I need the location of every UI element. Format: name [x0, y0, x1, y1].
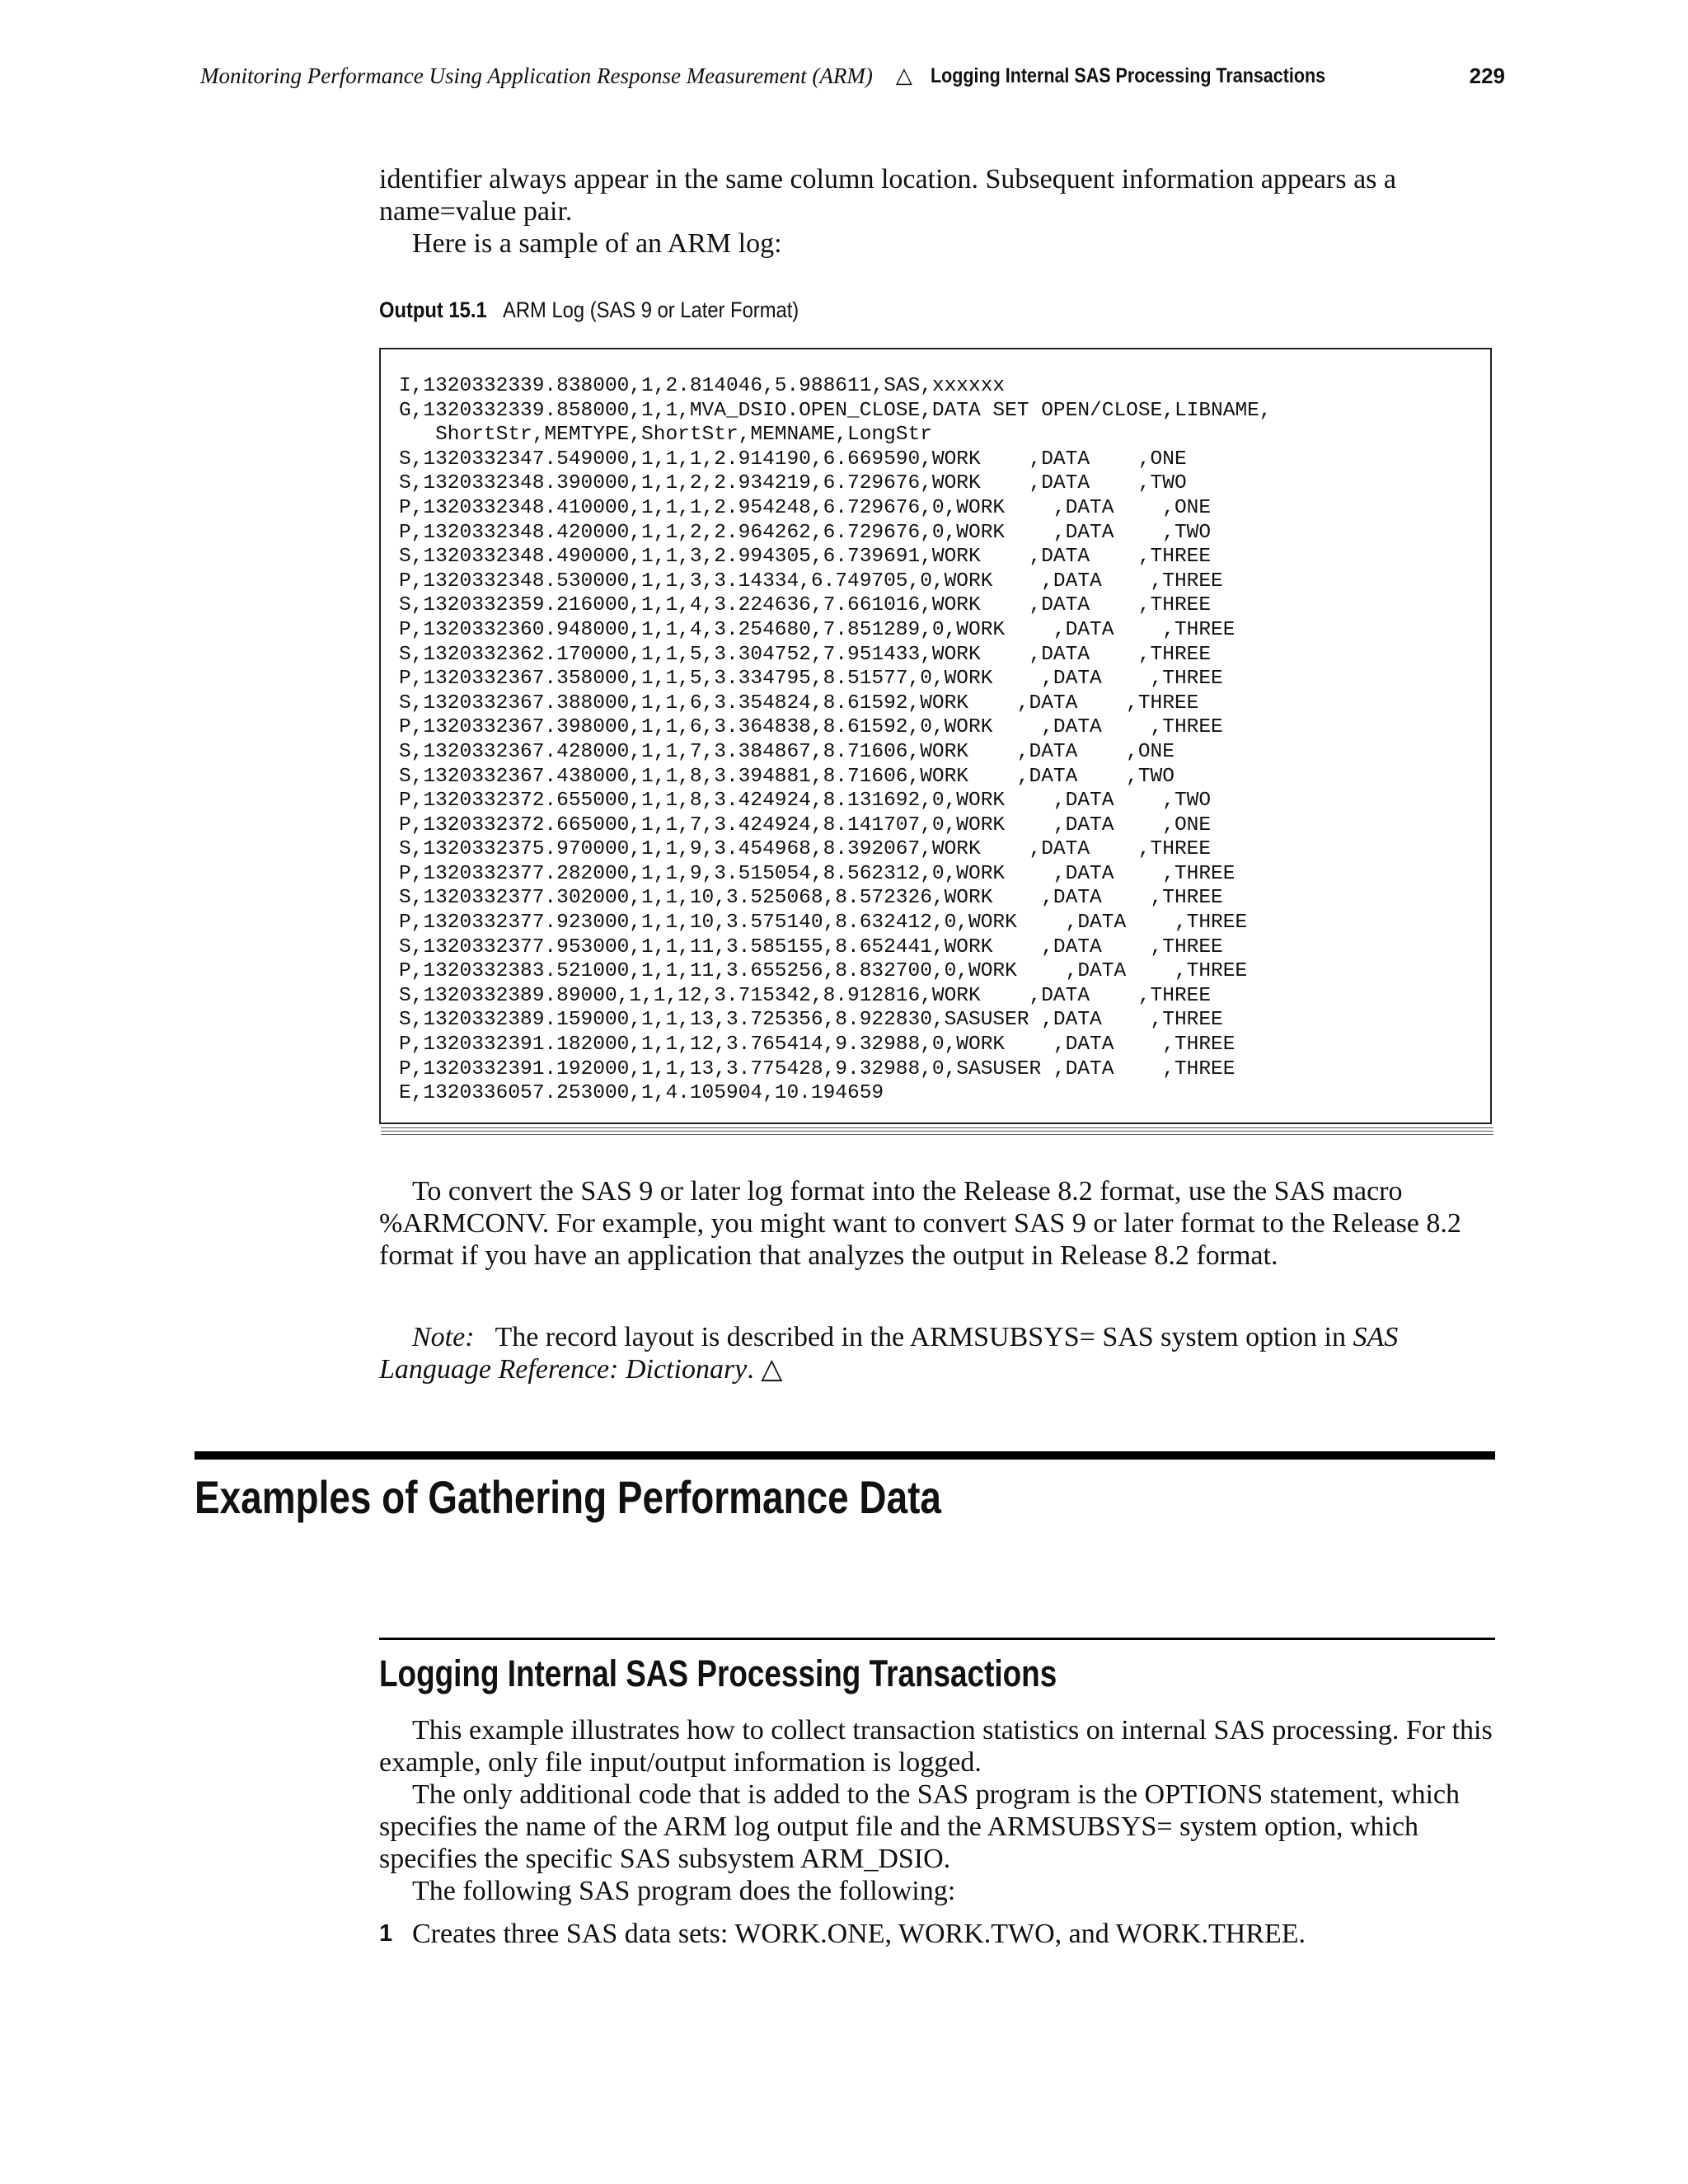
example-list — [379, 1918, 1500, 1950]
arm-log-listing: I,1320332339.838000,1,2.814046,5.988611,SAS,xxxxxx G,1320332339.858000,1,1,MVA_DSIO.OPEN_CLOSE,DATA SET OPEN/CLOSE,LIBNAME, ShortStr,MEMTYPE,ShortStr,MEMNAME,LongStr S,1320332347.549000,1,1,1,2.914190,6.669590,WORK ,DATA ,ONE S,1320332348.390000,1,1,2,2.934219,6.729676,WORK ,DATA ,TWO P,1320332348.410000,1,1,1,2.954248,6.729676,0,WORK ,DATA ,ONE P,1320332348.420000,1,1,2,2.964262,6.729676,0,WORK ,DATA ,TWO S,1320332348.490000,1,1,3,2.994305,6.739691,WORK ,DATA ,THREE P,1320332348.530000,1,1,3,3.14334,6.749705,0,WORK ,DATA ,THREE S,1320332359.216000,1,1,4,3.224636,7.661016,WORK ,DATA ,THREE P,1320332360.948000,1,1,4,3.254680,7.851289,0,WORK ,DATA ,THREE S,1320332362.170000,1,1,5,3.304752,7.951433,WORK ,DATA ,THREE P,1320332367.358000,1,1,5,3.334795,8.51577,0,WORK ,DATA ,THREE S,1320332367.388000,1,1,6,3.354824,8.61592,WORK ,DATA ,THREE P,1320332367.398000,1,1,6,3.364838,8.61592,0,WORK ,DATA ,THREE S,1320332367.428000,1,1,7,3.384867,8.71606,WORK ,DATA ,ONE S,1320332367.438000,1,1,8,3.394881,8.71606,WORK ,DATA ,TWO P,1320332372.655000,1,1,8,3.424924,8.131692,0,WORK ,DATA ,TWO P,1320332372.665000,1,1,7,3.424924,8.141707,0,WORK ,DATA ,ONE S,1320332375.970000,1,1,9,3.454968,8.392067,WORK ,DATA ,THREE P,1320332377.282000,1,1,9,3.515054,8.562312,0,WORK ,DATA ,THREE S,1320332377.302000,1,1,10,3.525068,8.572326,WORK ,DATA ,THREE P,1320332377.923000,1,1,10,3.575140,8.632412,0,WORK ,DATA ,THREE S,1320332377.953000,1,1,11,3.585155,8.652441,WORK ,DATA ,THREE P,1320332383.521000,1,1,11,3.655256,8.832700,0,WORK ,DATA ,THREE S,1320332389.89000,1,1,12,3.715342,8.912816,WORK ,DATA ,THREE S,1320332389.159000,1,1,13,3.725356,8.922830,SASUSER ,DATA ,THREE P,1320332391.182000,1,1,12,3.765414,9.32988,0,WORK ,DATA ,THREE P,1320332391.192000,1,1,13,3.775428,9.32988,0,SASUSER ,DATA ,THREE E,1320336057.253000,1,4.105904,10.194659 — [399, 375, 1272, 1105]
box-shadow-line — [381, 1131, 1493, 1132]
section-rule — [195, 1451, 1495, 1460]
example-text — [379, 1714, 1500, 1907]
intro-text — [379, 163, 1500, 260]
section-heading: Examples of Gathering Performance Data — [195, 1471, 941, 1523]
note-block — [379, 1321, 1500, 1385]
box-shadow-line — [381, 1134, 1493, 1135]
note-reference: SAS Language Reference: Dictionary — [379, 1322, 1399, 1385]
arm-log-output-box — [379, 348, 1492, 1124]
list-item-number: 1 — [379, 1920, 393, 1947]
intro-paragraph: identifier always appear in the same column location. Subsequent information appears as a name=value pair. — [379, 164, 1396, 227]
box-shadow-line — [381, 1127, 1493, 1128]
list-item-text: Creates three SAS data sets: WORK.ONE, WORK.TWO, and WORK.THREE. — [412, 1919, 1306, 1949]
running-head — [200, 59, 1505, 92]
note-text: The record layout is described in the ARMSUBSYS= SAS system option in — [495, 1322, 1346, 1352]
subsection-rule — [379, 1638, 1495, 1640]
running-head-title: Monitoring Performance Using Application Response Measurement (ARM) — [200, 63, 873, 88]
convert-text — [379, 1175, 1500, 1272]
output-caption-text: ARM Log (SAS 9 or Later Format) — [503, 297, 799, 322]
subsection-heading: Logging Internal SAS Processing Transactions — [379, 1652, 1057, 1694]
running-head-section: Logging Internal SAS Processing Transactions — [930, 63, 1325, 87]
sample-intro-paragraph: Here is a sample of an ARM log: — [412, 228, 782, 259]
output-label: Output 15.1 — [379, 297, 487, 322]
note-label: Note: — [412, 1322, 475, 1352]
output-caption — [379, 293, 799, 326]
convert-paragraph: To convert the SAS 9 or later log format into the Release 8.2 format, use the SAS macro %ARMCONV. For example, you might want to convert SAS 9 or later format to the Release 8.2 format if you have an application that analyzes the output in Release 8.2 format. — [379, 1176, 1461, 1271]
example-paragraph-1: This example illustrates how to collect transaction statistics on internal SAS processing. For this example, only file input/output information is logged. — [379, 1715, 1493, 1778]
page-number: 229 — [1469, 63, 1505, 88]
note-end: . △ — [747, 1354, 783, 1385]
list-item — [379, 1918, 1500, 1950]
example-paragraph-2: The only additional code that is added to the SAS program is the OPTIONS statement, which specifies the name of the ARM log output file and the ARMSUBSYS= system option, which specifies the specific SAS subsystem ARM_DSIO. — [379, 1779, 1460, 1874]
example-paragraph-3: The following SAS program does the following: — [412, 1876, 956, 1906]
separator-triangle-icon: △ — [895, 63, 912, 87]
